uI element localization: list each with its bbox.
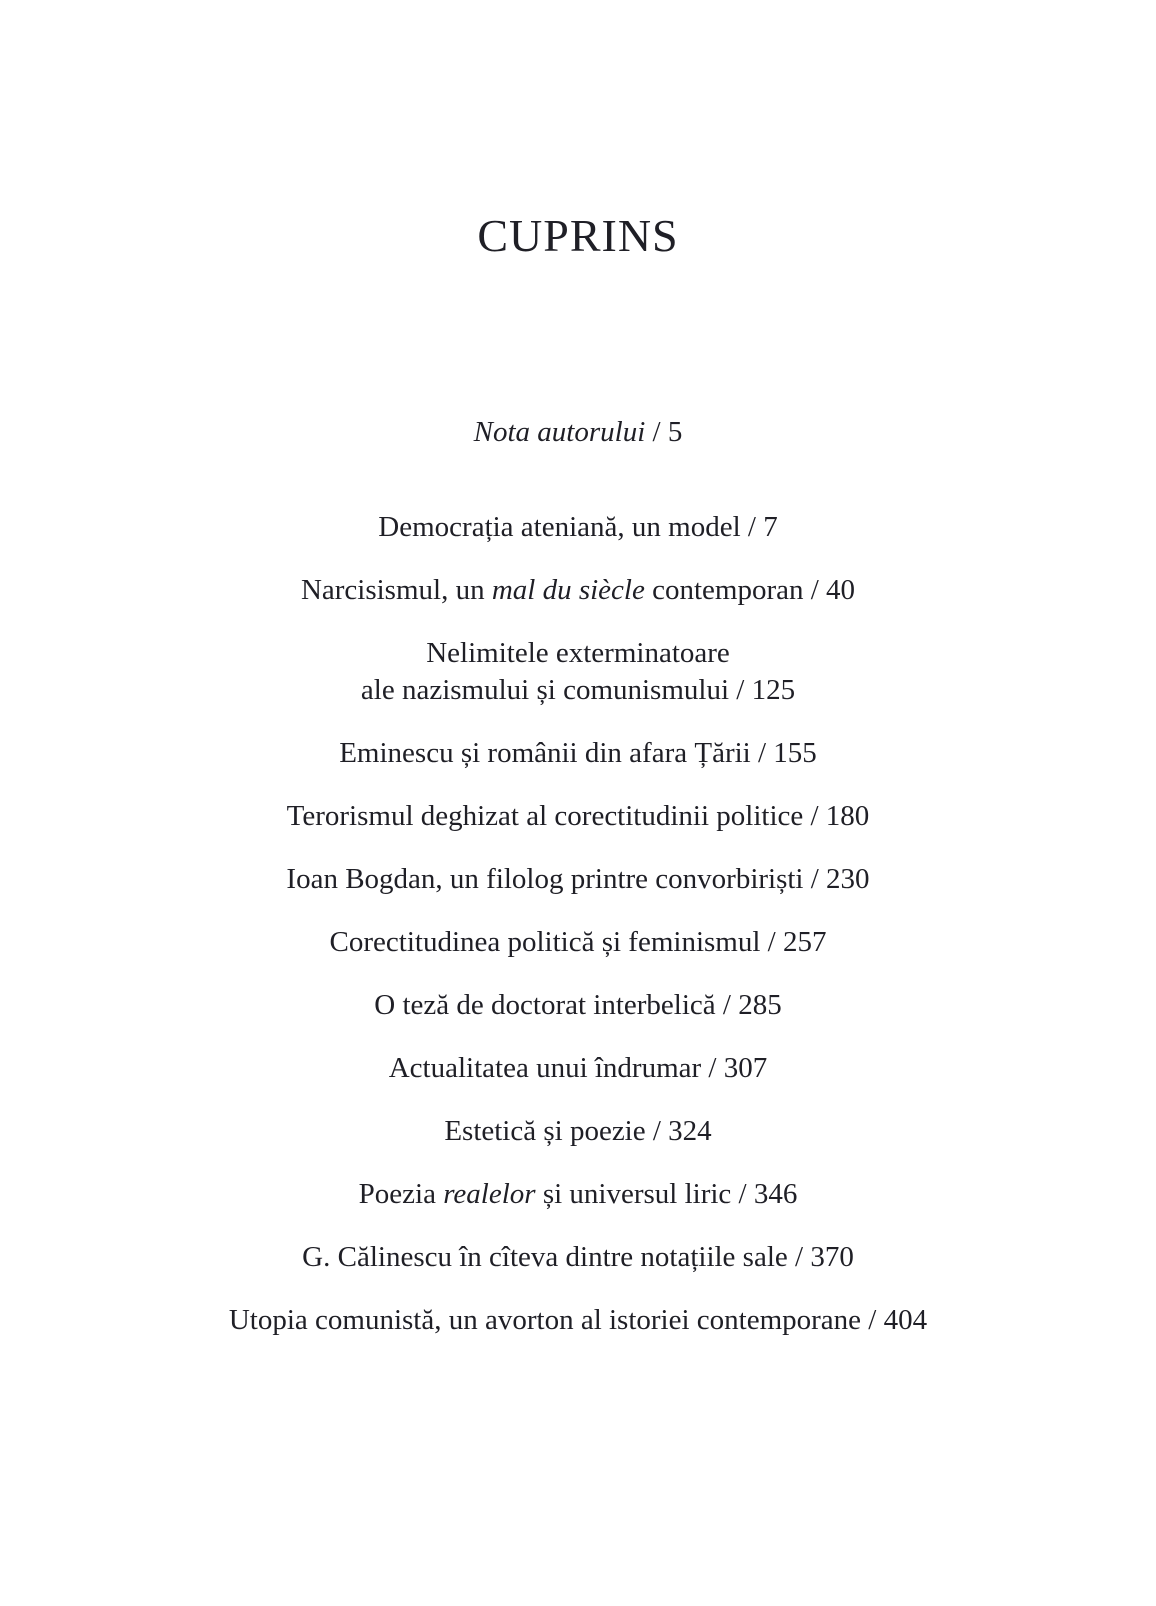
toc-entry-line1: Nelimitele exterminatoare bbox=[426, 636, 730, 669]
toc-entry-text: Democrația ateniană, un model / 7 bbox=[378, 510, 778, 543]
toc-entry-line2: ale nazismului și comunismului / 125 bbox=[360, 673, 796, 706]
toc-entry-text: contemporan / 40 bbox=[644, 573, 856, 606]
toc-list bbox=[0, 509, 1156, 1339]
toc-entry-text: O teză de doctorat interbelică / 285 bbox=[374, 988, 782, 1021]
toc-entry bbox=[0, 987, 1156, 1024]
toc-entry-text: Poezia bbox=[358, 1177, 444, 1210]
toc-entry bbox=[0, 1239, 1156, 1276]
toc-entry bbox=[0, 1113, 1156, 1150]
author-note-page-number: / 5 bbox=[645, 415, 683, 448]
toc-entry-text: Corectitudinea politică și feminismul / 257 bbox=[329, 925, 827, 958]
author-note-title: Nota autorului bbox=[473, 415, 646, 448]
toc-entry bbox=[0, 509, 1156, 546]
toc-entry bbox=[0, 1302, 1156, 1339]
author-note-entry bbox=[0, 414, 1156, 451]
toc-entry-text: și universul liric / 346 bbox=[535, 1177, 798, 1210]
toc-entry bbox=[0, 924, 1156, 961]
toc-entry-italic-phrase: mal du siècle bbox=[491, 573, 645, 606]
toc-entry-text: Utopia comunistă, un avorton al istoriei contemporane / 404 bbox=[228, 1303, 928, 1336]
toc-entry-text: G. Călinescu în cîteva dintre notațiile sale / 370 bbox=[302, 1240, 854, 1273]
page-title: CUPRINS bbox=[477, 209, 679, 261]
toc-entry-text: Estetică și poezie / 324 bbox=[444, 1114, 712, 1147]
toc-entry-text: Ioan Bogdan, un filolog printre convorbiriști / 230 bbox=[286, 862, 870, 895]
toc-entry-text: Actualitatea unui îndrumar / 307 bbox=[388, 1051, 768, 1084]
toc-entry-text: Narcisismul, un bbox=[300, 573, 492, 606]
toc-entry-two-line bbox=[0, 635, 1156, 709]
toc-entry bbox=[0, 1176, 1156, 1213]
toc-entry bbox=[0, 735, 1156, 772]
toc-entry bbox=[0, 1050, 1156, 1087]
toc-entry-text: Eminescu și românii din afara Țării / 155 bbox=[339, 736, 817, 769]
toc-entry-italic-phrase: realelor bbox=[443, 1177, 536, 1210]
toc-entry bbox=[0, 572, 1156, 609]
toc-entry bbox=[0, 798, 1156, 835]
toc-entry-text: Terorismul deghizat al corectitudinii politice / 180 bbox=[286, 799, 870, 832]
toc-entry bbox=[0, 861, 1156, 898]
